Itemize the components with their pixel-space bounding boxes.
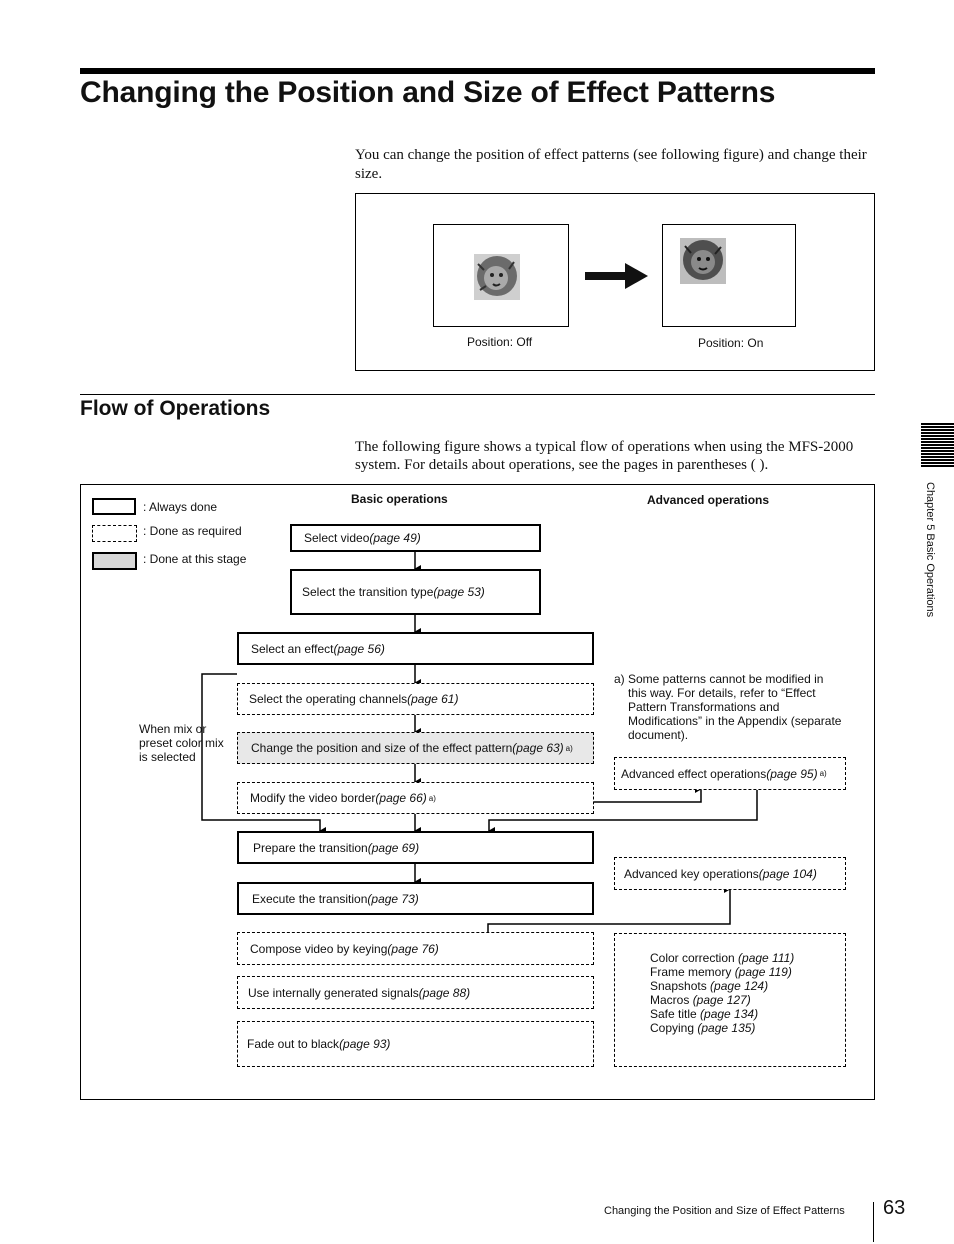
- step-text: Modify the video border: [250, 791, 376, 805]
- item-text: Frame memory: [650, 965, 735, 979]
- step-page-ref: (page 49): [369, 531, 421, 545]
- advanced-operations-heading: Advanced operations: [647, 493, 770, 507]
- step-internally-generated-signals: [237, 976, 594, 1009]
- list-item: [650, 993, 794, 1007]
- legend-required: : Done as required: [143, 524, 242, 538]
- legend-always: : Always done: [143, 500, 218, 514]
- side-note-line: is selected: [139, 750, 196, 764]
- section-title: Flow of Operations: [80, 397, 271, 420]
- item-text: Snapshots: [650, 979, 711, 993]
- step-page-ref: (page 56): [333, 641, 385, 656]
- step-text: Select an effect: [251, 641, 334, 656]
- step-text: Select the transition type: [302, 585, 434, 599]
- footer-rule: [873, 1202, 874, 1242]
- chapter-tab-stripes: [921, 423, 954, 468]
- step-text: Select the operating channels: [249, 692, 408, 706]
- step-select-operating-channels: [237, 683, 594, 715]
- footnote-marker: a): [819, 769, 827, 778]
- step-text: Advanced effect operations: [621, 766, 767, 781]
- step-select-transition-type: [290, 569, 541, 615]
- step-text: Fade out to black: [247, 1037, 340, 1051]
- step-text: Advanced key operations: [624, 866, 759, 881]
- item-page-ref: (page 134): [700, 1007, 759, 1021]
- item-page-ref: (page 135): [697, 1021, 756, 1035]
- footnote-marker: a): [428, 793, 436, 803]
- item-page-ref: (page 127): [692, 993, 751, 1007]
- advanced-effect-operations: [614, 757, 846, 790]
- step-fade-out-to-black: [237, 1021, 594, 1067]
- step-page-ref: (page 73): [367, 891, 419, 906]
- footnote-key: a): [614, 672, 625, 686]
- step-page-ref: (page 66): [375, 791, 427, 805]
- step-page-ref: (page 63): [512, 741, 564, 755]
- advanced-key-operations: [614, 857, 846, 890]
- item-page-ref: (page 111): [738, 951, 795, 965]
- item-text: Macros: [650, 993, 693, 1007]
- step-select-video: [290, 524, 541, 552]
- item-page-ref: (page 119): [734, 965, 792, 979]
- step-page-ref: (page 69): [367, 840, 420, 855]
- section-intro: The following figure shows a typical flow of operations when using the MFS-2000 system. For details about operations, see the pages in parentheses ( ).: [355, 439, 854, 473]
- step-execute-transition: [237, 882, 594, 915]
- step-page-ref: (page 93): [339, 1037, 391, 1051]
- step-prepare-transition: [237, 831, 594, 864]
- step-modify-video-border: [237, 782, 594, 814]
- list-item: [650, 951, 794, 965]
- step-page-ref: (page 95): [766, 766, 818, 781]
- caption-position-on: Position: On: [698, 336, 764, 350]
- step-text: Use internally generated signals: [248, 985, 419, 1000]
- basic-operations-heading: Basic operations: [351, 492, 448, 506]
- caption-position-off: Position: Off: [467, 335, 533, 349]
- footer-title: Changing the Position and Size of Effect Patterns: [604, 1205, 845, 1217]
- step-page-ref: (page 61): [407, 692, 459, 706]
- page-number: 63: [883, 1197, 906, 1219]
- chapter-label: Chapter 5 Basic Operations: [924, 482, 936, 618]
- step-page-ref: (page 76): [387, 941, 439, 956]
- side-note-line: preset color mix: [139, 736, 224, 750]
- side-note-line: When mix or: [139, 722, 207, 736]
- list-item: [650, 1007, 794, 1021]
- legend-stage: : Done at this stage: [143, 552, 247, 566]
- footnote-text: Some patterns cannot be modified in this way. For details, refer to “Effect Pattern Transformations and Modifications” in the Appendix (separate document).: [628, 672, 842, 742]
- mix-side-note: [139, 722, 224, 764]
- item-text: Color correction: [650, 951, 739, 965]
- step-compose-video-keying: [237, 932, 594, 965]
- list-item: [650, 979, 794, 993]
- step-text: Select video: [304, 531, 370, 545]
- step-page-ref: (page 88): [418, 985, 471, 1000]
- footnote: [614, 672, 844, 742]
- list-item: [650, 1021, 794, 1035]
- step-text: Prepare the transition: [253, 840, 368, 855]
- step-page-ref: (page 104): [758, 866, 817, 881]
- step-text: Change the position and size of the effect pattern: [251, 741, 513, 755]
- step-change-position-size: [237, 732, 594, 764]
- list-item: [650, 965, 794, 979]
- item-text: Copying: [650, 1021, 698, 1035]
- step-text: Execute the transition: [252, 891, 368, 906]
- item-text: Safe title: [650, 1007, 701, 1021]
- step-page-ref: (page 53): [433, 585, 485, 599]
- page-title: Changing the Position and Size of Effect Patterns: [80, 76, 776, 109]
- item-page-ref: (page 124): [710, 979, 769, 993]
- intro-paragraph: You can change the position of effect patterns (see following figure) and change their size.: [355, 147, 867, 182]
- step-text: Compose video by keying: [250, 941, 388, 956]
- other-operations-list: [650, 951, 794, 1035]
- step-select-effect: [237, 632, 594, 665]
- footnote-marker: a): [565, 743, 573, 753]
